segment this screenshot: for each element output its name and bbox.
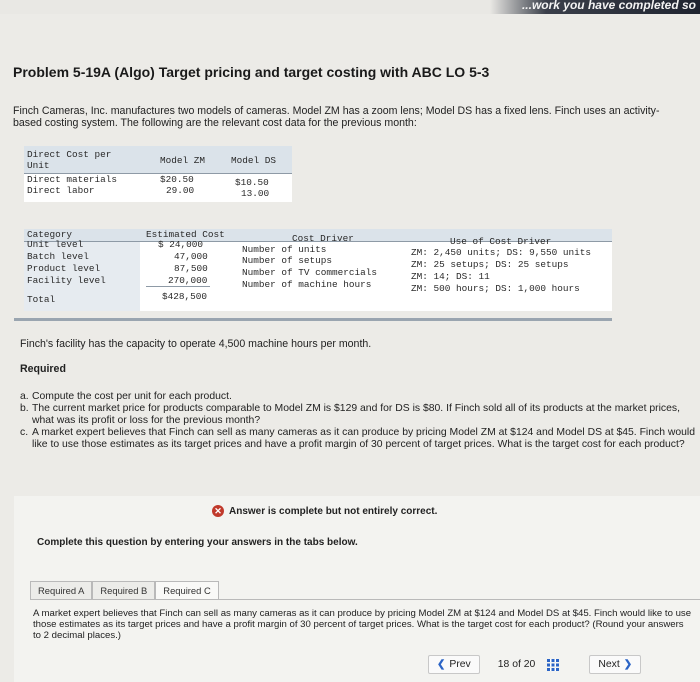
header-category: Category	[27, 229, 73, 240]
activity-cost-table	[24, 229, 612, 311]
row-facility-level-use: ZM: 500 hours; DS: 1,000 hours	[411, 283, 580, 294]
row-product-level-label: Product level	[27, 263, 101, 274]
grid-icon[interactable]	[547, 659, 559, 671]
row-direct-labor-ds: 13.00	[241, 188, 270, 199]
requirement-c-text: A market expert believes that Finch can sell as many cameras as it can produce by pricing Model ZM at $124 and Model DS at $45. Finch would like to use those estimates as its target prices and have a profit margin of 30 percent of target prices. What is the target cost for each product?	[32, 427, 696, 450]
chevron-right-icon: ❯	[623, 659, 633, 670]
row-facility-level-cost: 270,000	[168, 275, 208, 286]
requirement-a	[20, 391, 700, 403]
tabs-underline	[30, 599, 700, 600]
answer-status	[212, 505, 437, 517]
required-heading: Required	[20, 363, 66, 375]
intro-text: Finch Cameras, Inc. manufactures two models of cameras. Model ZM has a zoom lens; Model DS has a fixed lens. Finch uses an activity-based costing system. The following are the relevant cost data for the previous month:	[13, 105, 660, 129]
page-current: 18	[497, 659, 510, 670]
page-of: of	[512, 659, 521, 670]
requirement-b	[20, 403, 700, 427]
header-use-of-cost-driver: Use of Cost Driver	[450, 236, 552, 247]
question-navigation	[428, 655, 641, 674]
header-direct-cost: Direct Cost per	[27, 149, 112, 160]
next-button[interactable]	[589, 655, 641, 674]
next-label: Next	[598, 659, 620, 670]
row-product-level-driver: Number of TV commercials	[242, 267, 378, 278]
answer-status-text: Answer is complete but not entirely correct.	[229, 505, 438, 517]
row-unit-level-driver: Number of units	[242, 244, 327, 255]
problem-title: Problem 5-19A (Algo) Target pricing and target costing with ABC LO 5-3	[13, 64, 490, 80]
incorrect-x-icon: ✕	[212, 505, 224, 517]
header-unit: Unit	[27, 160, 50, 171]
row-total-label: Total	[27, 294, 56, 305]
row-product-level-cost: 87,500	[174, 263, 208, 274]
prev-label: Prev	[449, 659, 471, 670]
unit-cost-table	[24, 146, 292, 202]
row-direct-labor-label: Direct labor	[27, 185, 95, 196]
row-direct-materials-label: Direct materials	[27, 174, 118, 185]
chevron-left-icon: ❮	[437, 659, 446, 670]
requirement-b-text: The current market price for products comparable to Model ZM is $129 and for DS is $80. If Finch sold all of its products at the market prices, what was its profit or loss for the previous month?	[32, 403, 680, 426]
row-batch-level-driver: Number of setups	[242, 255, 333, 266]
banner-text: ...work you have completed so	[521, 0, 696, 12]
row-product-level-use: ZM: 14; DS: 11	[411, 271, 490, 282]
row-direct-labor-zm: 29.00	[166, 185, 195, 196]
requirements-list	[20, 391, 700, 451]
requirement-c-letter: c.	[20, 427, 29, 438]
row-batch-level-cost: 47,000	[174, 251, 208, 262]
tab-question-text: A market expert believes that Finch can sell as many cameras as it can produce by pricing Model ZM at $124 and Model DS at $45. Finch would like to use those estimates as its target prices and have a profit margin of 30 percent of target prices. What is the target cost for each product? (Round your answers to 2 decimal places.)	[33, 608, 692, 641]
row-batch-level-use: ZM: 25 setups; DS: 25 setups	[411, 259, 569, 270]
page-total: 20	[523, 659, 536, 670]
row-direct-materials-ds: $10.50	[235, 177, 269, 188]
facility-capacity-note: Finch's facility has the capacity to operate 4,500 machine hours per month.	[20, 338, 372, 350]
tab-required-b[interactable]: Required B	[92, 581, 155, 600]
header-estimated-cost: Estimated Cost	[146, 229, 225, 240]
section-divider	[14, 318, 612, 321]
row-unit-level-use: ZM: 2,450 units; DS: 9,550 units	[411, 247, 592, 258]
tab-required-c[interactable]: Required C	[155, 581, 218, 600]
row-unit-level-cost: $ 24,000	[158, 239, 204, 250]
header-model-zm: Model ZM	[160, 155, 206, 166]
requirement-a-text: Compute the cost per unit for each product.	[32, 391, 232, 402]
row-unit-level-label: Unit level	[27, 239, 84, 250]
row-direct-materials-zm: $20.50	[160, 174, 194, 185]
row-facility-level-driver: Number of machine hours	[242, 279, 372, 290]
prev-button[interactable]	[428, 655, 480, 674]
requirement-b-letter: b.	[20, 403, 29, 414]
header-model-ds: Model DS	[231, 155, 277, 166]
page-indicator	[498, 659, 536, 670]
top-banner	[0, 0, 700, 14]
requirement-a-letter: a.	[20, 391, 29, 402]
requirement-c	[20, 427, 700, 451]
row-batch-level-label: Batch level	[27, 251, 89, 262]
tabs-instruction: Complete this question by entering your answers in the tabs below.	[37, 537, 358, 548]
header-cost-driver: Cost Driver	[292, 233, 354, 244]
row-facility-level-label: Facility level	[27, 275, 106, 286]
requirement-tabs	[30, 581, 219, 600]
row-total-value: $428,500	[162, 291, 208, 302]
tab-required-a[interactable]: Required A	[30, 581, 92, 600]
